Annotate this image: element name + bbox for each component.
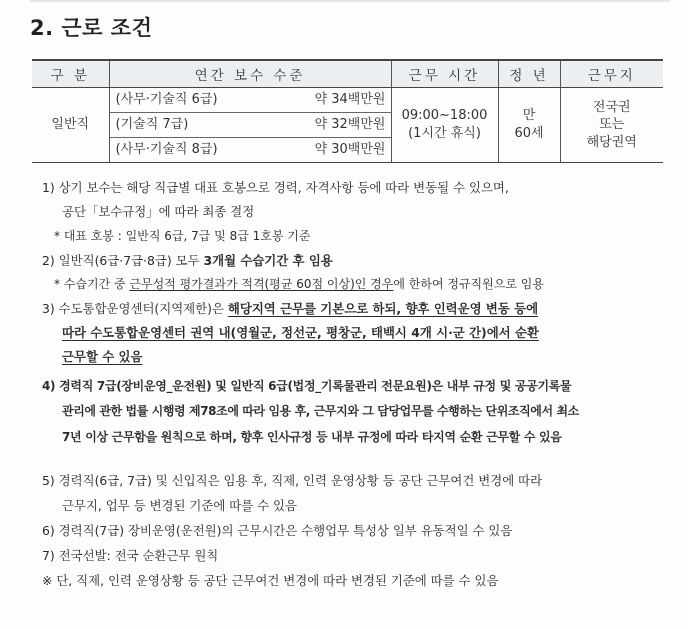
note-1: 1) 상기 보수는 해당 직급별 대표 호봉으로 경력, 자격사항 등에 따라 변동될 수 있으며, (42, 180, 509, 195)
note-8: ※ 단, 직제, 인력 운영상황 등 공단 근무여건 변경에 따라 변경된 기준에 따를 수 있음 (42, 573, 499, 588)
note-4-line2: 관리에 관한 법률 시행령 제78조에 따라 임용 후, 근무지와 그 담당업무를 수행하는 단위조직에서 최소 (62, 404, 579, 418)
note-2-sub-underline: 근무성적 평가결과가 적격(평균 60점 이상)인 경우 (129, 277, 394, 291)
pay-cell (109, 113, 391, 138)
table-row (32, 88, 663, 113)
note-2 (42, 251, 333, 269)
pay-cell (109, 88, 391, 113)
workplace-line: 전국권 (592, 99, 631, 115)
hours-cell (391, 88, 498, 163)
note-2-sub (54, 275, 544, 292)
working-conditions-table (32, 59, 663, 163)
note-3-emphasis: 해당지역 근무를 기본으로 하되, 향후 인력운영 변동 등에 (227, 301, 539, 316)
header-retirement: 정 년 (498, 60, 560, 88)
hours-break: (1시간 휴식) (408, 126, 481, 141)
note-2-text: 2) 일반직(6급·7급·8급) 모두 (42, 253, 204, 268)
pay-grade: (사무·기술직 8급) (115, 142, 218, 158)
retirement-age: 60세 (514, 126, 544, 141)
note-1-continued: 공단「보수규정」에 따라 최종 결정 (62, 204, 255, 219)
pay-amount: 약 30백만원 (314, 142, 386, 158)
pay-amount: 약 32백만원 (314, 117, 386, 133)
note-4: 4) 경력직 7급(장비운영_운전원) 및 일반직 6급(법정_기록물관리 전문요원)은 내부 규정 및 공공기록물 (42, 379, 572, 393)
note-2-sub-text: 에 한하여 정규직원으로 임용 (393, 277, 544, 291)
note-5: 5) 경력직(6급, 7급) 및 신입직은 임용 후, 직제, 인력 운영상황 등 공단 근무여건 변경에 따라 (42, 473, 543, 488)
hours-time: 09:00∼18:00 (401, 108, 488, 124)
pay-cell (109, 138, 391, 163)
top-divider (30, 0, 670, 2)
table-header-row (32, 60, 663, 88)
note-3-line2: 따라 수도통합운영센터 권역 내(영월군, 정선군, 평창군, 태백시 4개 시·군 간)에서 순환 (62, 325, 539, 340)
workplace-line: 해당권역 (586, 134, 637, 150)
note-6: 6) 경력직(7급) 장비운영(운전원)의 근무시간은 수행업무 특성상 일부 유동적일 수 있음 (42, 523, 513, 538)
note-5-line2: 근무지, 업무 등 변경된 기준에 따를 수 있음 (62, 498, 297, 513)
note-3 (42, 299, 538, 317)
note-2-emphasis: 3개월 수습기간 후 임용 (203, 253, 333, 268)
note-1-sub: * 대표 호봉 : 일반직 6급, 7급 및 8급 1호봉 기준 (54, 229, 311, 243)
pay-grade: (사무·기술직 6급) (115, 92, 218, 108)
section-title: 2. 근로 조건 (30, 16, 153, 40)
pay-grade: (기술직 7급) (115, 117, 189, 133)
retirement-prefix: 만 (522, 108, 536, 124)
header-workplace: 근무지 (560, 60, 663, 88)
pay-amount: 약 34백만원 (314, 92, 386, 108)
note-2-sub-text: * 수습기간 중 (54, 277, 130, 291)
note-4-line3: 7년 이상 근무함을 원칙으로 하며, 향후 인사규정 등 내부 규정에 따라 타지역 순환 근무할 수 있음 (62, 430, 562, 444)
note-3-line3: 근무할 수 있음 (62, 349, 143, 364)
note-7: 7) 전국선발: 전국 순환근무 원칙 (42, 548, 219, 563)
category-cell: 일반직 (32, 88, 109, 163)
header-pay: 연간 보수 수준 (109, 60, 391, 88)
workplace-line: 또는 (599, 117, 625, 133)
header-hours: 근무 시간 (391, 60, 498, 88)
workplace-cell (560, 88, 663, 163)
header-category: 구 분 (32, 60, 109, 88)
retirement-cell (498, 88, 560, 163)
note-3-text: 3) 수도통합운영센터(지역제한)은 (42, 301, 228, 316)
